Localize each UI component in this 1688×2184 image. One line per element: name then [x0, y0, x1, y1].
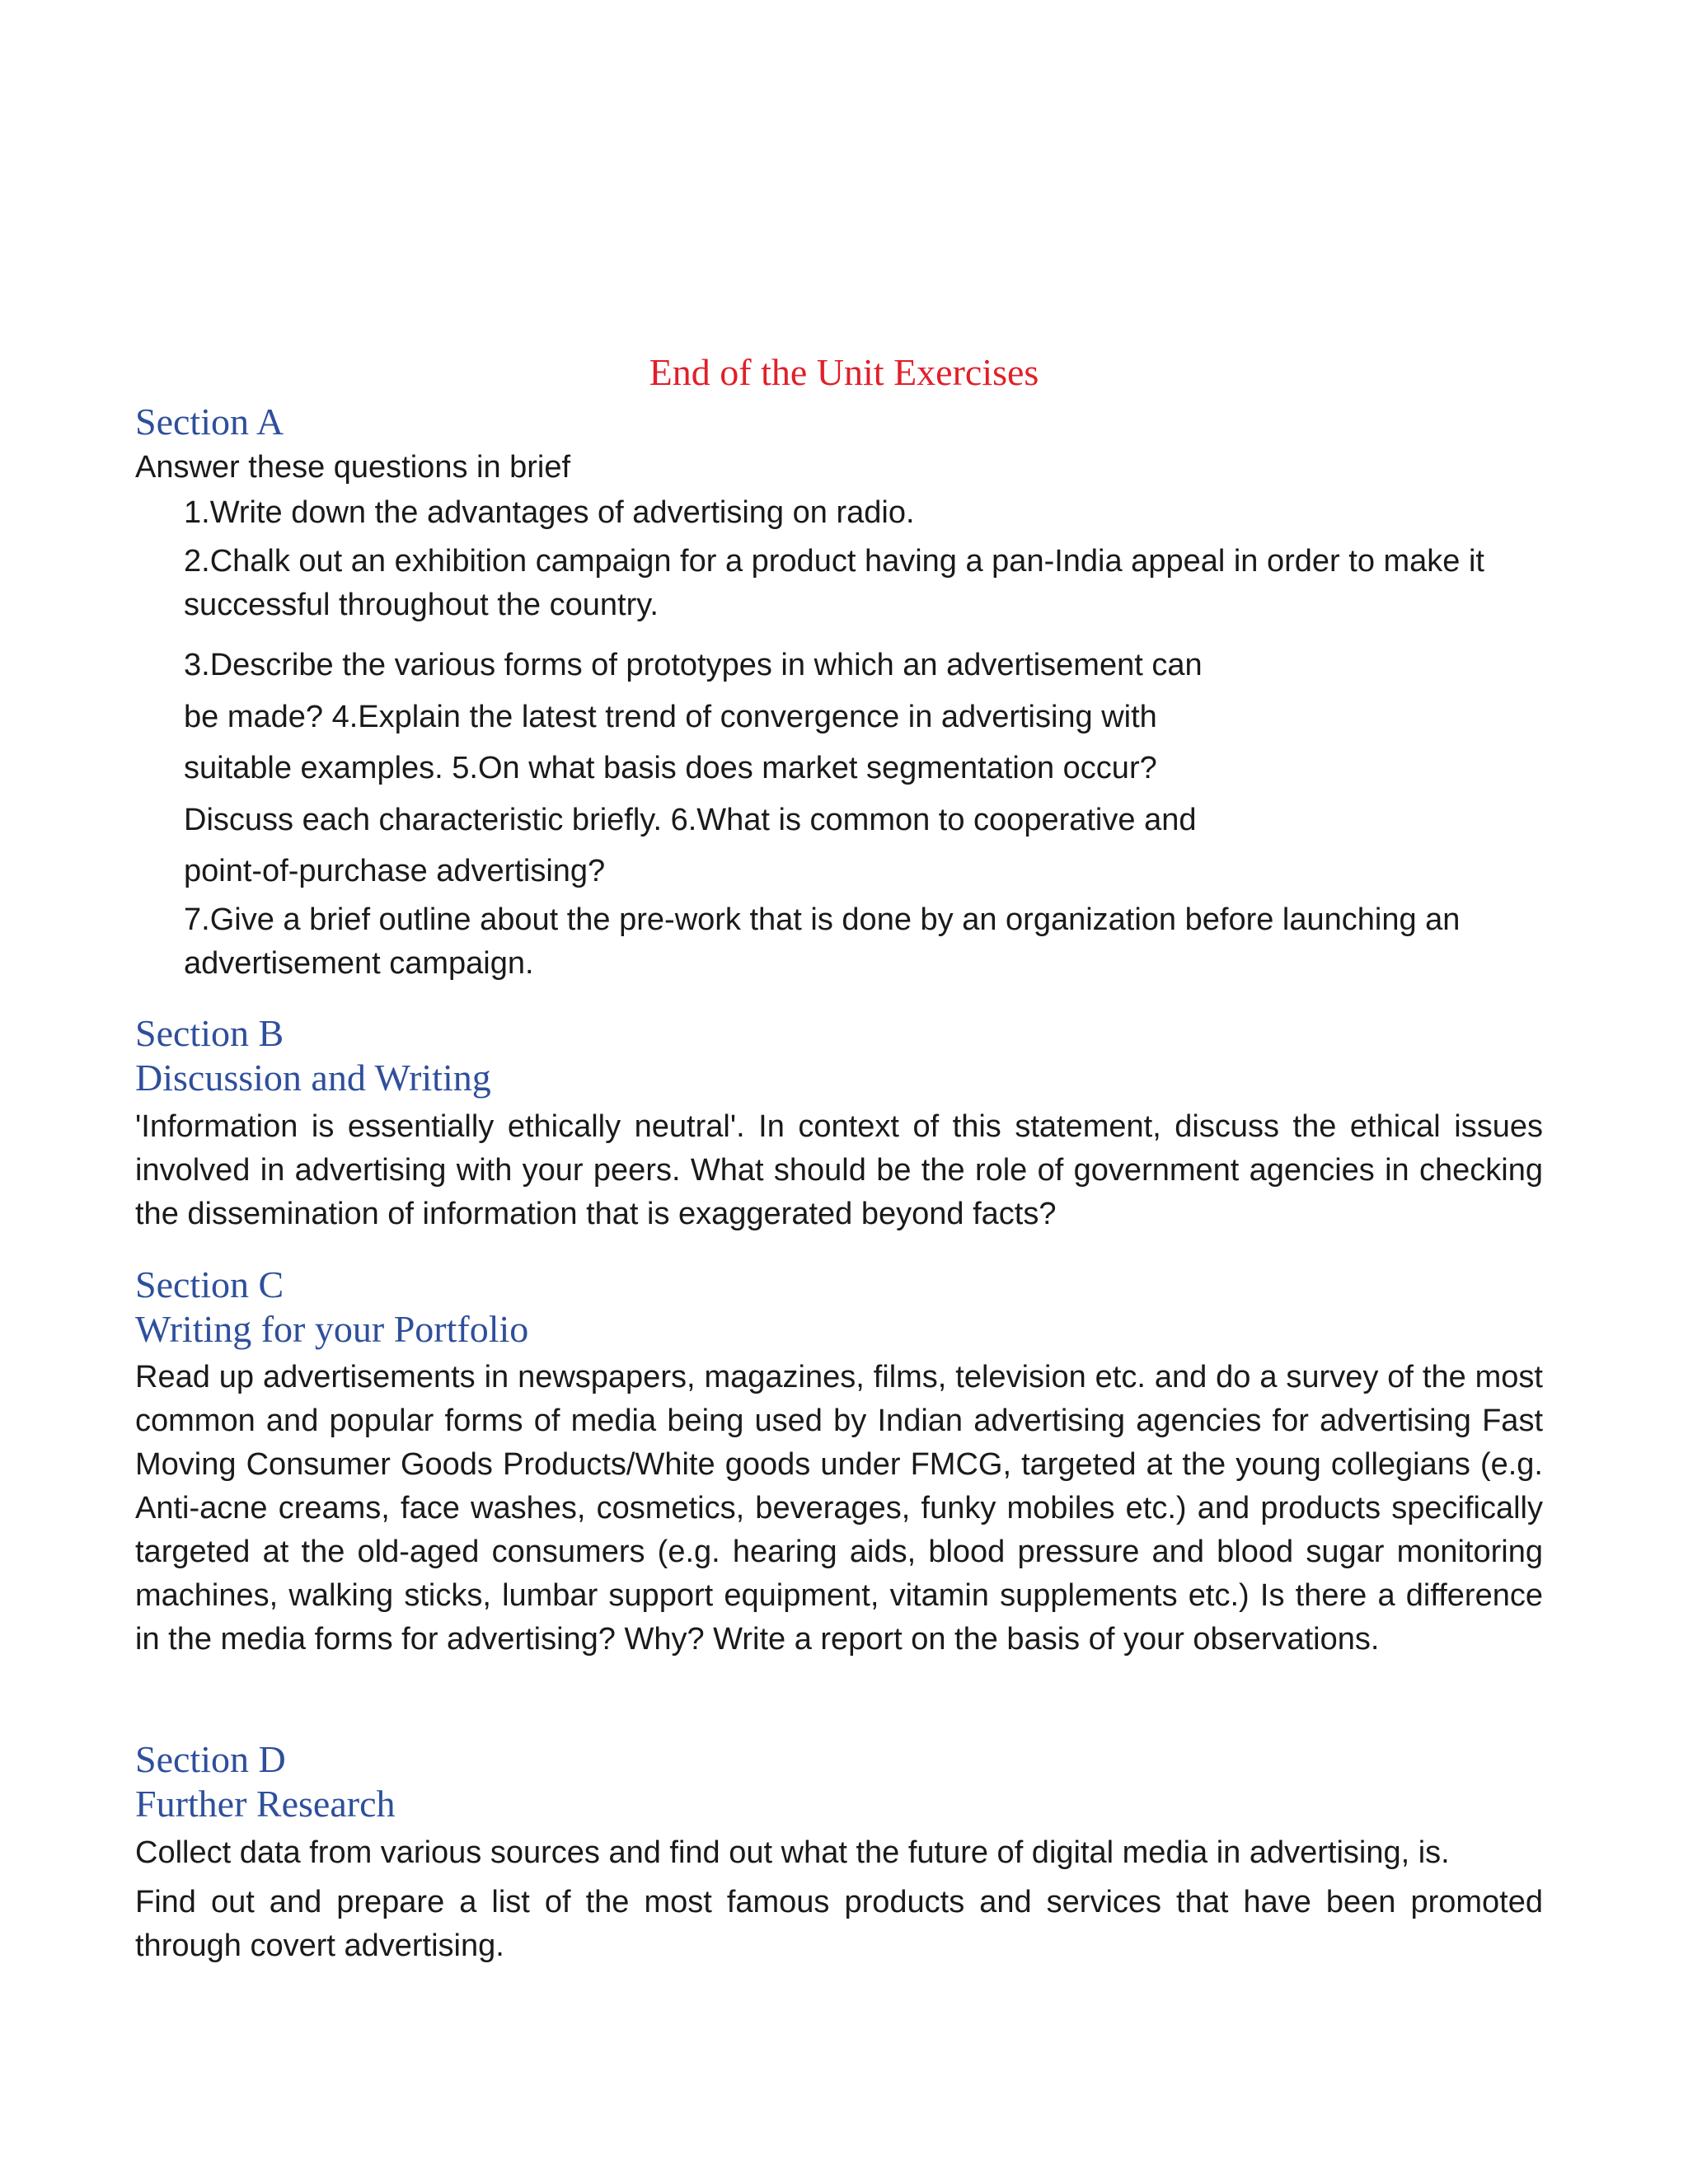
section-b-subheading: Discussion and Writing	[135, 1057, 491, 1099]
question-line: suitable examples. 5.On what basis does market segmentation occur?	[184, 751, 1157, 785]
section-c-text: Read up advertisements in newspapers, magazines, films, television etc. and do a survey of the most common and popular forms of media being used by Indian advertising agencies for advertising Fast Moving Consumer Goods Products/White goods under FMCG, targeted at the young collegians (e.g. Anti-acne creams, face washes, cosmetics, beverages, funky mobiles etc.) and products specifically targeted at the old-aged consumers (e.g. hearing aids, blood pressure and blood sugar monitoring machines, walking sticks, lumbar support equipment, vitamin supplements etc.) Is there a difference in the media forms for advertising? Why? Write a report on the basis of your observations.	[135, 1360, 1543, 1657]
question-1: 1.Write down the advantages of advertising on radio.	[184, 495, 915, 530]
section-d-text-1: Collect data from various sources and find out what the future of digital media in advertising, is.	[135, 1835, 1450, 1870]
section-b-text: 'Information is essentially ethically neutral'. In context of this statement, discuss the ethical issues involved in advertising with your peers. What should be the role of government agencies in checking the dissemination of information that is exaggerated beyond facts?	[135, 1109, 1543, 1231]
question-line: Discuss each characteristic briefly. 6.What is common to cooperative and	[184, 802, 1197, 837]
page-title: End of the Unit Exercises	[649, 351, 1039, 393]
section-a-heading: Section A	[135, 401, 284, 443]
section-d-heading: Section D	[135, 1738, 286, 1780]
section-b-heading: Section B	[135, 1012, 284, 1054]
question-2: 2.Chalk out an exhibition campaign for a product having a pan-India appeal in order to make it successful throughout the country.	[184, 544, 1484, 622]
section-c-heading: Section C	[135, 1263, 284, 1305]
question-line: be made? 4.Explain the latest trend of convergence in advertising with	[184, 699, 1157, 734]
question-line: point-of-purchase advertising?	[184, 854, 606, 888]
question-7: 7.Give a brief outline about the pre-work that is done by an organization before launching an advertisement campaign.	[184, 902, 1461, 981]
section-a-intro: Answer these questions in brief	[135, 450, 571, 485]
section-d-text-2: Find out and prepare a list of the most famous products and services that have been promoted through covert advertising.	[135, 1885, 1543, 1963]
questions-3-to-6	[184, 640, 1203, 898]
section-c-subheading: Writing for your Portfolio	[135, 1308, 529, 1350]
section-d-subheading: Further Research	[135, 1783, 396, 1825]
question-line: 3.Describe the various forms of prototypes in which an advertisement can	[184, 648, 1203, 682]
